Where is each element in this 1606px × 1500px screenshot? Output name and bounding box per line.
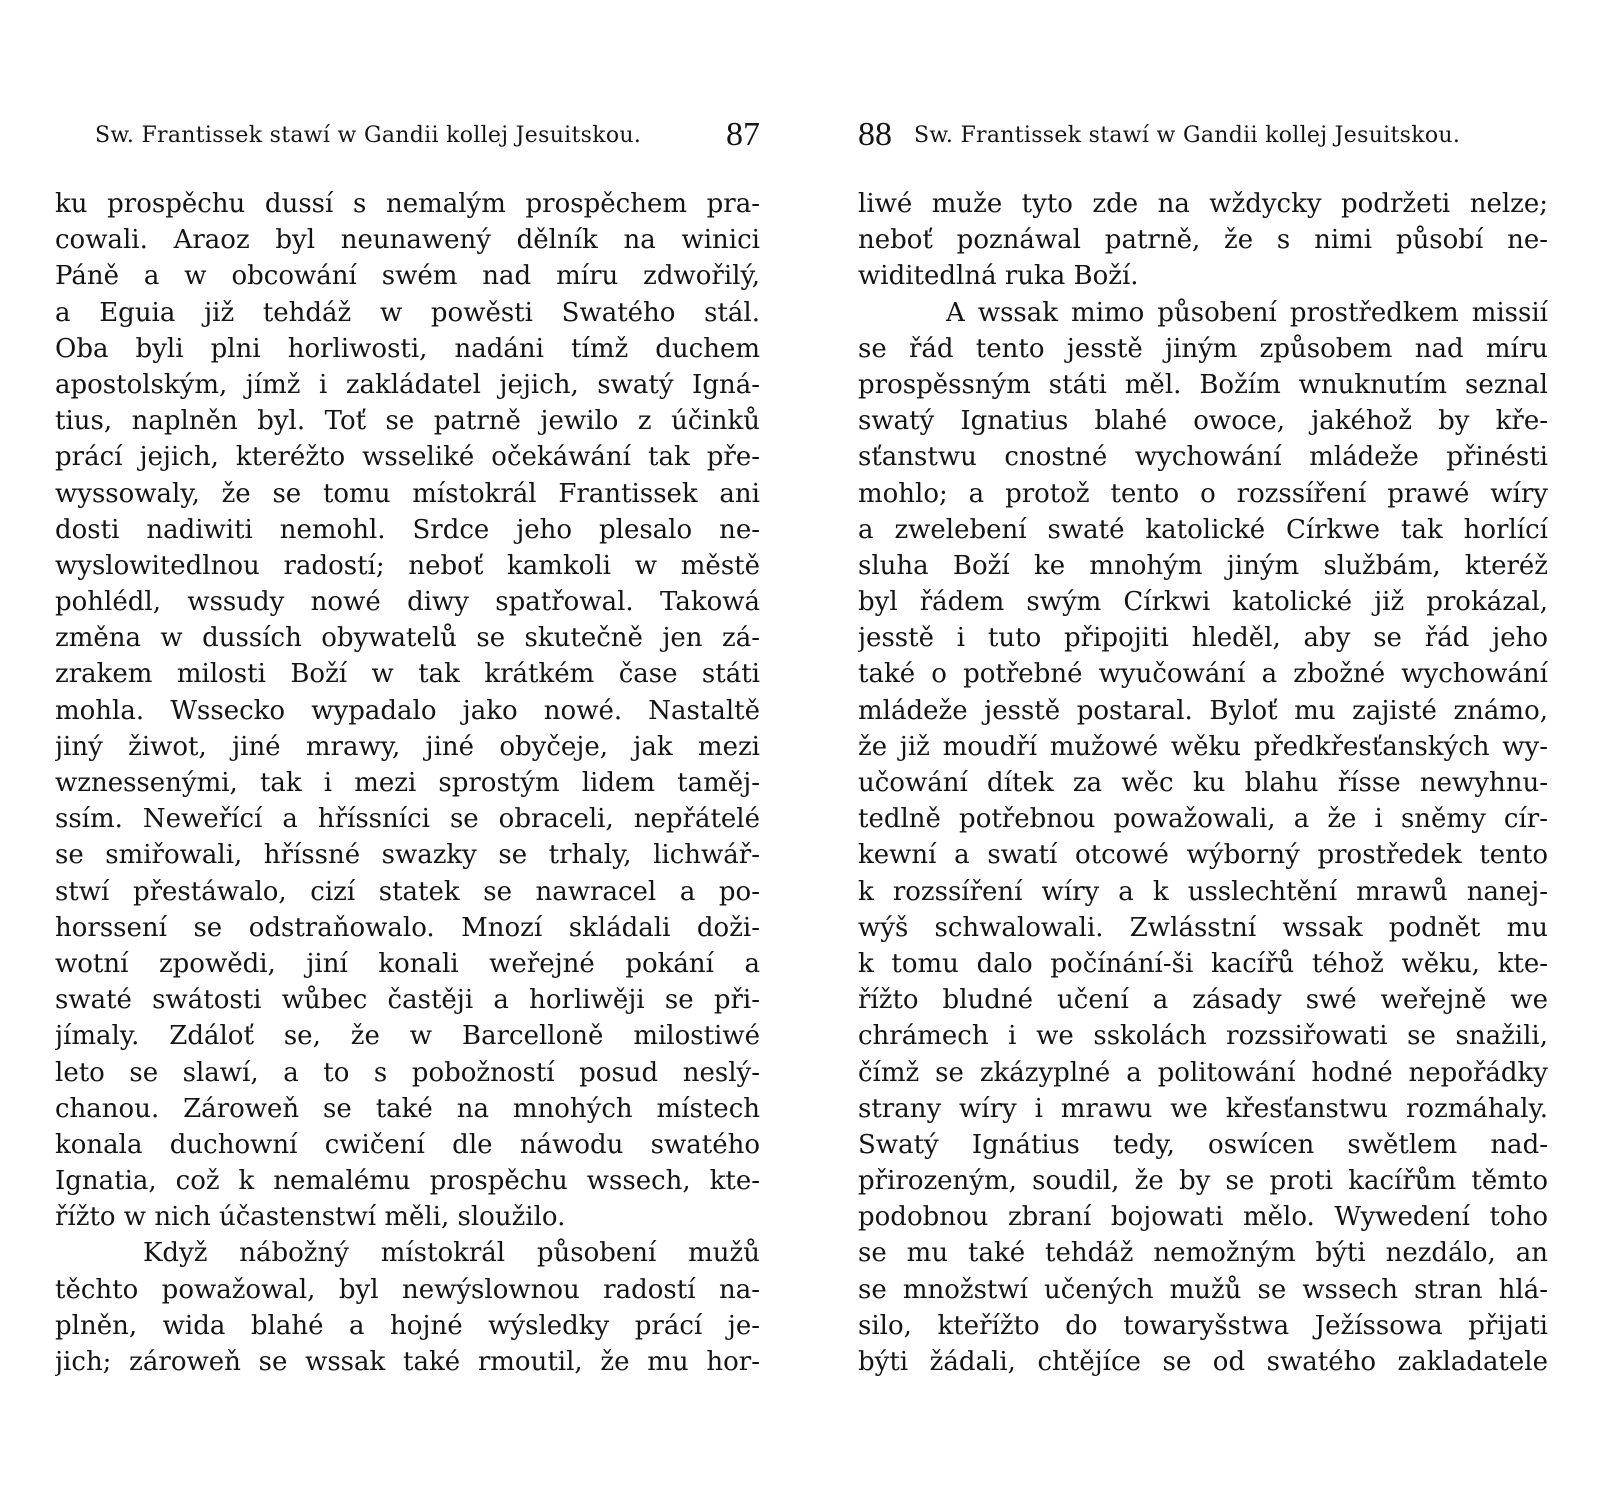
text-line: změna w dussích obywatelů se skutečně jen zá- <box>55 623 760 654</box>
text-line: se řád tento jesstě jiným způsobem nad míru <box>858 333 1548 364</box>
running-head <box>55 112 760 158</box>
text-line: jich; zároweň se wssak také rmoutil, že mu hor- <box>55 1347 760 1377</box>
text-line: prospěssným státi měl. Božím wnuknutím seznal <box>858 369 1548 400</box>
text-line: ssím. Neweřící a hříssníci se obraceli, nepřátelé <box>55 804 760 835</box>
page-number: 87 <box>726 116 760 153</box>
text-line: chrámech i we sskolách rozssiřowati se snažili, <box>858 1021 1548 1052</box>
text-line: swaté swátosti wůbec častěji a horliwěji se při- <box>55 985 760 1016</box>
text-line: a zwelebení swaté katolické Církwe tak horlící <box>858 514 1548 545</box>
text-line: těchto powažowal, byl newýslownou radostí na- <box>55 1274 760 1305</box>
text-line: čímž se zkázyplné a politowání hodné nepořádky <box>858 1057 1548 1088</box>
text-line: chanou. Zároweň se také na mnohých místech <box>55 1093 760 1124</box>
text-line: se množstwí učených mužů se wssech stran hlá- <box>858 1274 1548 1305</box>
text-line: kewní a swatí otcowé wýborný prostředek tento <box>858 840 1548 871</box>
right-page <box>858 0 1548 1500</box>
text-line: jímaly. Zdáloť se, že w Barcelloně milostiwé <box>55 1021 760 1052</box>
text-line: swatý Ignatius blahé owoce, jakéhož by kře- <box>858 406 1548 437</box>
text-line: dosti nadiwiti nemohl. Srdce jeho plesalo ne- <box>55 514 760 545</box>
page-number: 88 <box>858 116 892 153</box>
text-line: mohlo; a protož tento o rozssíření prawé wíry <box>858 478 1548 509</box>
text-line: leto se slawí, a to s pobožností posud neslý- <box>55 1057 760 1088</box>
text-line: podobnou zbraní bojowati mělo. Wywedení toho <box>858 1202 1548 1233</box>
text-line: cowali. Araoz byl neunawený dělník na winici <box>55 225 760 256</box>
text-line: neboť poznáwal patrně, že s nimi působí ne- <box>858 225 1548 256</box>
text-line: mládeže jesstě postaral. Byloť mu zajisté známo, <box>858 695 1548 726</box>
text-line: stwí přestáwalo, cizí statek se nawracel a po- <box>55 876 760 907</box>
text-line: wotní zpowědi, jiní konali weřejné pokání a <box>55 948 760 979</box>
text-line: sťanstwu cnostné wychowání mládeže přinésti <box>858 442 1548 473</box>
text-line: wyslowitedlnou radostí; neboť kamkoli w městě <box>55 550 760 581</box>
text-line: řížto w nich účastenstwí měli, sloužilo. <box>55 1202 566 1233</box>
text-line: apostolským, jímž i zakládatel jejich, swatý Igná- <box>55 369 760 400</box>
text-line: prácí jejich, kteréžto wsseliké očekáwání tak pře- <box>55 442 760 473</box>
text-line: že již moudří mužowé wěku předkřesťanských wy- <box>858 731 1548 762</box>
text-line: k tomu dalo počínání-ši kacířů téhož wěku, kte- <box>858 948 1548 979</box>
text-line: plněn, wida blahé a hojné wýsledky prácí je- <box>55 1310 760 1341</box>
text-line: býti žádali, chtějíce se od swatého zakladatele <box>858 1347 1548 1377</box>
text-line: Swatý Ignátius tedy, oswícen swětlem nad- <box>858 1129 1548 1160</box>
text-line: tius, naplněn byl. Toť se patrně jewilo z účinků <box>55 406 760 437</box>
running-head-title: Sw. Frantissek stawí w Gandii kollej Jesuitskou. <box>95 122 642 148</box>
body-text <box>858 186 1548 1380</box>
text-line: se mu také tehdáž nemožným býti nezdálo, an <box>858 1238 1548 1269</box>
text-line: k rozssíření wíry a k usslechtění mrawů nanej- <box>858 876 1548 907</box>
text-line: zrakem milosti Boží w tak krátkém čase státi <box>55 659 760 690</box>
text-line: tedlně potřebnou powažowali, a že i sněmy cír- <box>858 804 1548 835</box>
text-line: také o potřebné wyučowání a zbožné wychowání <box>858 659 1548 690</box>
text-line: liwé muže tyto zde na wždycky podržeti nelze; <box>858 189 1548 219</box>
text-line: pohlédl, wssudy nowé diwy spatřowal. Takowá <box>55 587 760 618</box>
text-line: sluha Boží ke mnohým jiným službám, kteréž <box>858 550 1548 581</box>
text-line: Když nábožný místokrál působení mužů <box>143 1238 760 1269</box>
body-text <box>55 186 760 1380</box>
running-head <box>858 112 1548 158</box>
text-line: Páně a w obcowání swém nad míru zdwořilý, <box>55 261 760 292</box>
text-line: strany wíry i mrawu we křesťanstwu rozmáhaly. <box>858 1093 1548 1124</box>
running-head-title: Sw. Frantissek stawí w Gandii kollej Jesuitskou. <box>914 122 1461 148</box>
text-line: jiný žiwot, jiné mrawy, jiné obyčeje, jak mezi <box>55 731 760 762</box>
text-line: A wssak mimo působení prostředkem missií <box>946 297 1548 328</box>
text-line: konala duchowní cwičení dle náwodu swatého <box>55 1129 760 1160</box>
text-line: silo, kteřížto do towaryšstwa Ježíssowa přijati <box>858 1310 1548 1341</box>
text-line: wýš schwalowali. Zwlásstní wssak podnět mu <box>858 912 1548 943</box>
left-page <box>55 0 760 1500</box>
text-line: učowání dítek za wěc ku blahu řísse newyhnu- <box>858 768 1548 798</box>
text-line: se smiřowali, hříssné swazky se trhaly, lichwář- <box>55 840 760 871</box>
text-line: přirozeným, soudil, že by se proti kacířům těmto <box>858 1166 1548 1197</box>
text-line: ku prospěchu dussí s nemalým prospěchem pra- <box>55 189 760 219</box>
text-line: a Eguia již tehdáž w powěsti Swatého stál. <box>55 297 760 328</box>
text-line: horssení se odstraňowalo. Mnozí skládali doži- <box>55 912 760 943</box>
text-line: widitedlná ruka Boží. <box>858 261 1139 292</box>
text-line: Oba byli plni horliwosti, nadáni tímž duchem <box>55 333 760 364</box>
text-line: jesstě i tuto připojiti hleděl, aby se řád jeho <box>858 623 1548 654</box>
text-line: byl řádem swým Církwi katolické již prokázal, <box>858 587 1548 618</box>
text-line: wznessenými, tak i mezi sprostým lidem taměj- <box>55 768 760 798</box>
text-line: mohla. Wssecko wypadalo jako nowé. Nastaltě <box>55 695 760 726</box>
text-line: Ignatia, což k nemalému prospěchu wssech, kte- <box>55 1166 760 1197</box>
text-line: řížto bludné učení a zásady swé weřejně we <box>858 985 1548 1016</box>
text-line: wyssowaly, že se tomu místokrál Frantissek ani <box>55 478 760 509</box>
